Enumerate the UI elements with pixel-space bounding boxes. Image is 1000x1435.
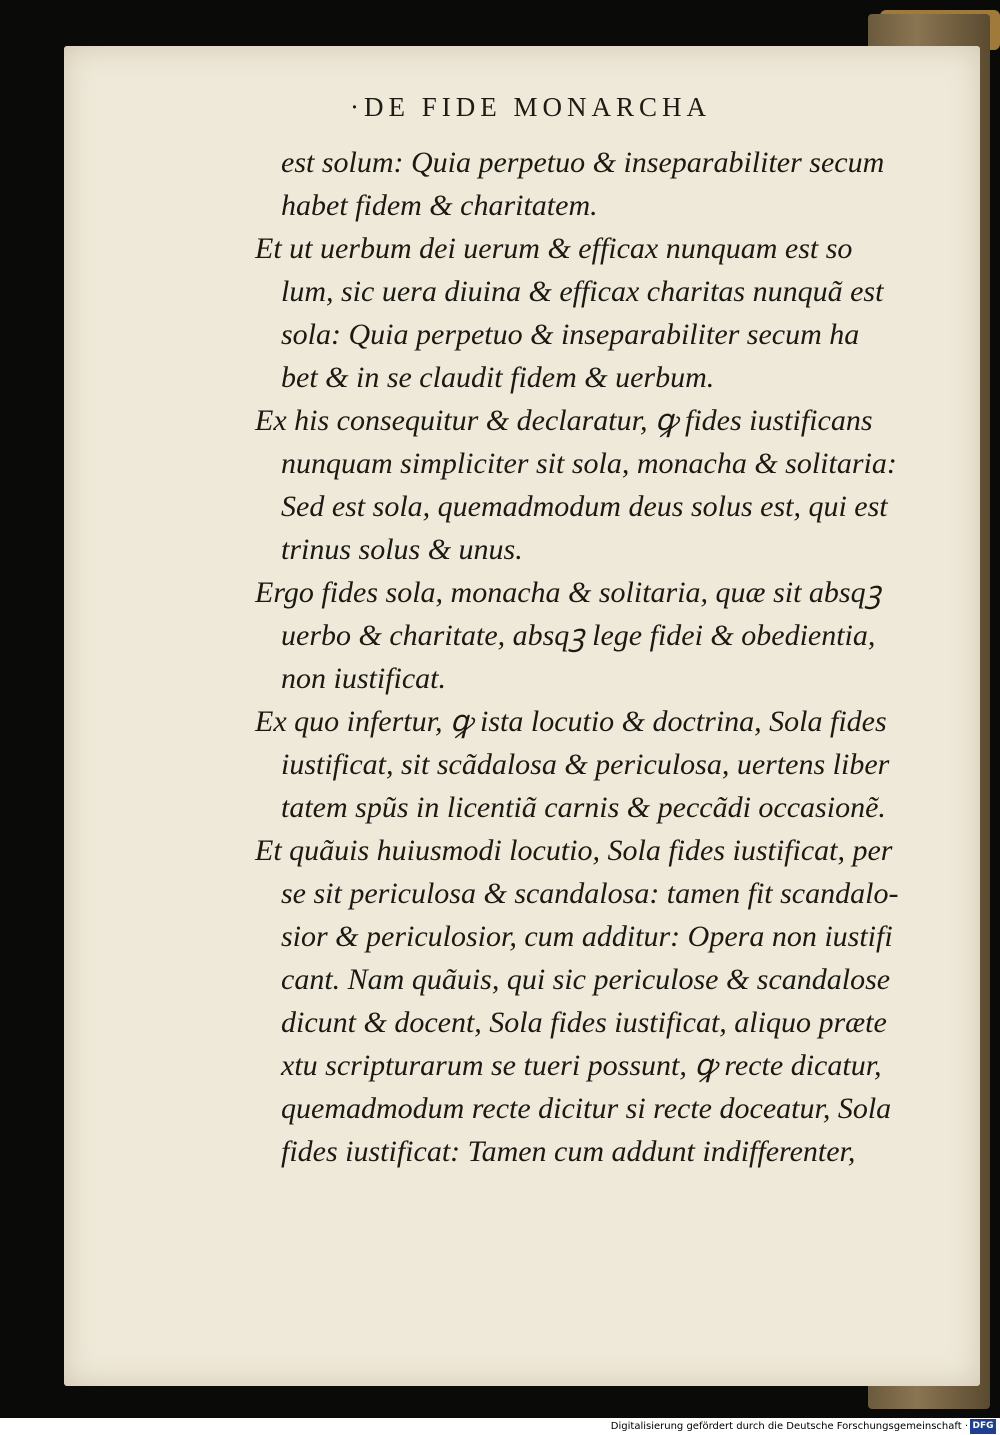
text-line: fides iustificat: Tamen cum addunt indifferenter, (281, 1135, 856, 1168)
text-line: Sed est sola, quemadmodum deus solus est, qui est (281, 490, 888, 523)
text-line: xtu scripturarum se tueri possunt, ꝙ recte dicatur, (281, 1049, 882, 1082)
text-line: quemadmodum recte dicitur si recte doceatur, Sola (281, 1092, 892, 1125)
text-line: iustificat, sit scãdalosa & periculosa, uertens liber (281, 748, 890, 781)
text-line: Ergo fides sola, monacha & solitaria, quæ sit absqꝫ (255, 576, 881, 609)
text-line: Et ut uerbum dei uerum & efficax nunquam est so (255, 232, 853, 265)
text-line: habet fidem & charitatem. (281, 189, 598, 222)
text-line: trinus solus & unus. (281, 533, 523, 566)
text-line: cant. Nam quãuis, qui sic periculose & scandalose (281, 963, 891, 996)
text-line: Ex his consequitur & declaratur, ꝙ fides iustificans (255, 404, 873, 437)
dfg-logo: DFG (970, 1419, 996, 1434)
text-line: uerbo & charitate, absqꝫ lege fidei & obedientia, (281, 619, 876, 652)
text-line: nunquam simpliciter sit sola, monacha & solitaria: (281, 447, 897, 480)
text-line: Ex quo infertur, ꝙ ista locutio & doctrina, Sola fides (255, 705, 887, 738)
text-line: dicunt & docent, Sola fides iustificat, aliquo præte (281, 1006, 887, 1039)
text-line: se sit periculosa & scandalosa: tamen fit scandalo- (281, 877, 899, 910)
text-line: Et quãuis huiusmodi locutio, Sola fides iustificat, per (255, 834, 893, 867)
funding-credit: Digitalisierung gefördert durch die Deutsche Forschungsgemeinschaft · (610, 1421, 968, 1432)
text-line: non iustificat. (281, 662, 446, 695)
text-line: tatem spũs in licentiã carnis & peccãdi occasionẽ. (281, 791, 886, 824)
text-line: bet & in se claudit fidem & uerbum. (281, 361, 715, 394)
running-head: ·DE FIDE MONARCHA (350, 92, 711, 122)
text-line: sola: Quia perpetuo & inseparabiliter secum ha (281, 318, 860, 351)
text-line: est solum: Quia perpetuo & inseparabiliter secum (281, 146, 885, 179)
text-line: lum, sic uera diuina & efficax charitas nunquã est (281, 275, 884, 308)
text-line: sior & periculosior, cum additur: Opera non iustifi (281, 920, 893, 953)
